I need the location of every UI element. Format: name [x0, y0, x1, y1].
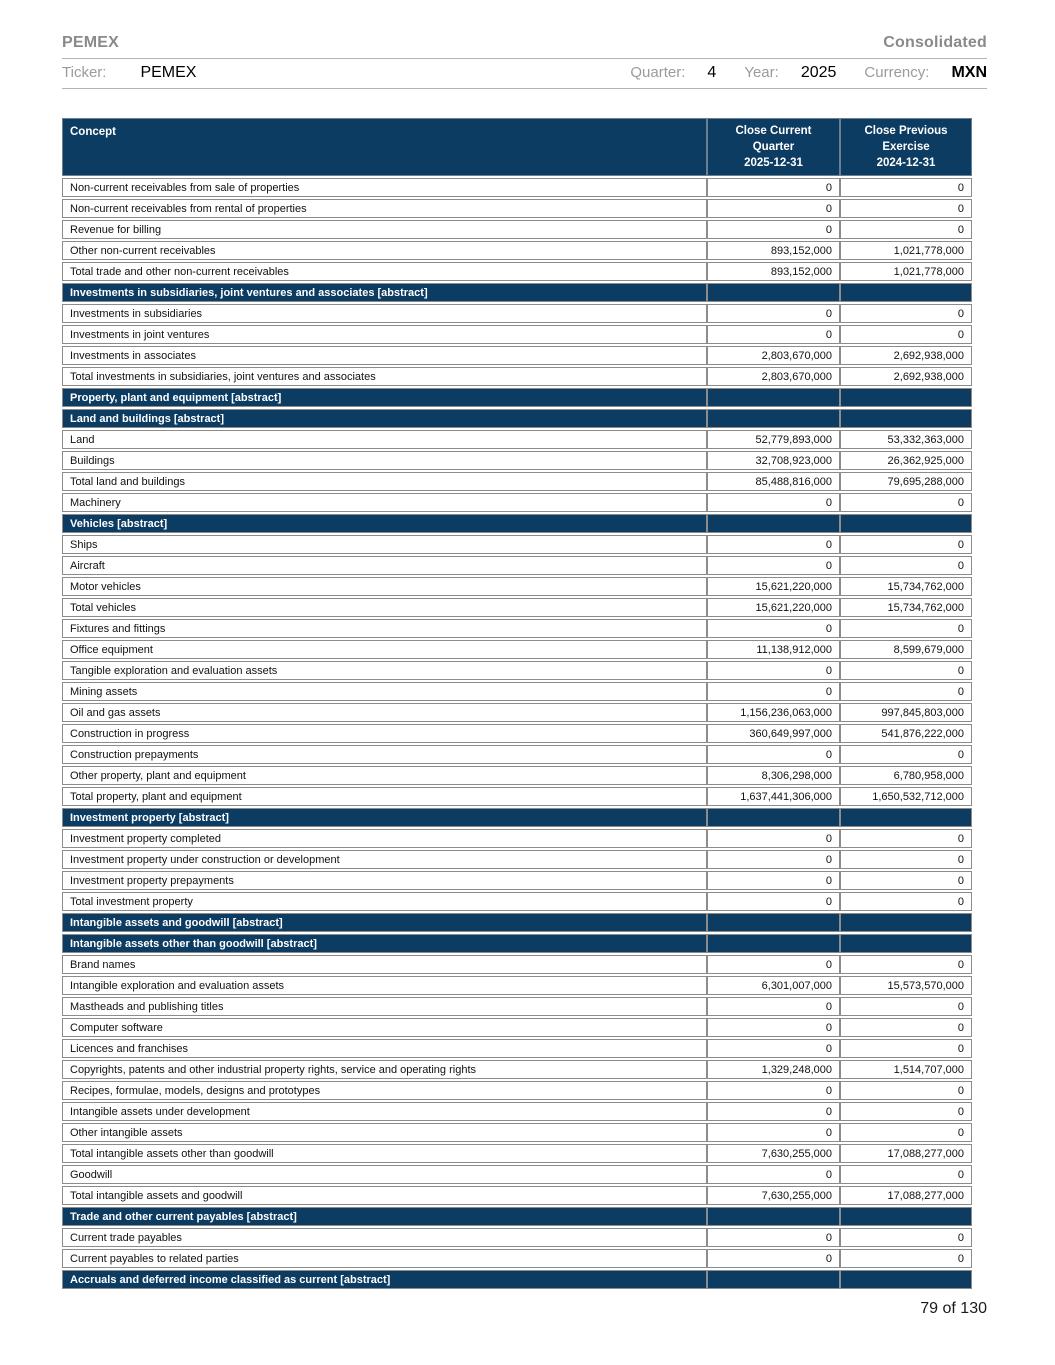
- concept-cell: Aircraft: [62, 556, 707, 575]
- current-quarter-value: 0: [707, 661, 840, 680]
- current-quarter-value: 0: [707, 892, 840, 911]
- current-quarter-value: 0: [707, 1249, 840, 1268]
- previous-exercise-value: 0: [840, 1123, 972, 1142]
- section-title: Investments in subsidiaries, joint ventures and associates [abstract]: [62, 283, 707, 302]
- table-row: [62, 1081, 972, 1100]
- current-quarter-value: 15,621,220,000: [707, 598, 840, 617]
- table-row: [62, 787, 972, 806]
- table-row: [62, 556, 972, 575]
- concept-cell: Revenue for billing: [62, 220, 707, 239]
- section-empty-current-cell: [707, 913, 840, 932]
- previous-exercise-value: 0: [840, 829, 972, 848]
- previous-exercise-value: 2,692,938,000: [840, 346, 972, 365]
- section-row: [62, 1207, 972, 1226]
- table-row: [62, 1186, 972, 1205]
- quarter-value: 4: [707, 64, 717, 81]
- current-quarter-value: 0: [707, 997, 840, 1016]
- period-group: [602, 64, 987, 82]
- table-row: [62, 577, 972, 596]
- section-row: [62, 409, 972, 428]
- current-quarter-value: 0: [707, 493, 840, 512]
- table-row: [62, 976, 972, 995]
- current-quarter-value: 0: [707, 1039, 840, 1058]
- previous-exercise-value: 0: [840, 304, 972, 323]
- year-label: Year:: [744, 64, 779, 81]
- table-row: [62, 1165, 972, 1184]
- table-row: [62, 199, 972, 218]
- report-type-label: Consolidated: [883, 34, 987, 51]
- section-title: Intangible assets and goodwill [abstract]: [62, 913, 707, 932]
- previous-exercise-value: 0: [840, 178, 972, 197]
- previous-exercise-value: 17,088,277,000: [840, 1144, 972, 1163]
- previous-exercise-value: 8,599,679,000: [840, 640, 972, 659]
- concept-cell: Total investments in subsidiaries, joint ventures and associates: [62, 367, 707, 386]
- concept-cell: Investment property prepayments: [62, 871, 707, 890]
- previous-exercise-value: 541,876,222,000: [840, 724, 972, 743]
- previous-exercise-value: 1,514,707,000: [840, 1060, 972, 1079]
- current-quarter-value: 0: [707, 325, 840, 344]
- table-row: [62, 724, 972, 743]
- previous-exercise-value: 0: [840, 745, 972, 764]
- document-meta-bar: [62, 59, 987, 89]
- concept-cell: Oil and gas assets: [62, 703, 707, 722]
- concept-cell: Ships: [62, 535, 707, 554]
- year-value: 2025: [800, 64, 837, 81]
- concept-cell: Non-current receivables from sale of properties: [62, 178, 707, 197]
- section-empty-previous-cell: [840, 388, 972, 407]
- current-quarter-value: 0: [707, 955, 840, 974]
- previous-exercise-value: 0: [840, 1081, 972, 1100]
- current-quarter-value: 0: [707, 199, 840, 218]
- table-row: [62, 451, 972, 470]
- column-header-label: Close Previous Exercise: [864, 125, 948, 153]
- current-quarter-value: 0: [707, 1123, 840, 1142]
- concept-cell: Other property, plant and equipment: [62, 766, 707, 785]
- ticker-label: Ticker:: [62, 64, 107, 81]
- table-row: [62, 871, 972, 890]
- current-quarter-value: 0: [707, 682, 840, 701]
- current-quarter-value: 0: [707, 178, 840, 197]
- table-row: [62, 1144, 972, 1163]
- current-quarter-value: 1,329,248,000: [707, 1060, 840, 1079]
- concept-cell: Fixtures and fittings: [62, 619, 707, 638]
- previous-exercise-value: 0: [840, 1039, 972, 1058]
- section-title: Accruals and deferred income classified as current [abstract]: [62, 1270, 707, 1289]
- column-header-previous-exercise: [840, 118, 972, 176]
- current-quarter-value: 2,803,670,000: [707, 367, 840, 386]
- concept-cell: Investments in joint ventures: [62, 325, 707, 344]
- current-quarter-value: 6,301,007,000: [707, 976, 840, 995]
- section-title: Property, plant and equipment [abstract]: [62, 388, 707, 407]
- table-row: [62, 262, 972, 281]
- concept-cell: Recipes, formulae, models, designs and prototypes: [62, 1081, 707, 1100]
- previous-exercise-value: 0: [840, 535, 972, 554]
- table-row: [62, 1228, 972, 1247]
- concept-cell: Motor vehicles: [62, 577, 707, 596]
- section-empty-previous-cell: [840, 514, 972, 533]
- section-row: [62, 808, 972, 827]
- concept-cell: Investments in associates: [62, 346, 707, 365]
- previous-exercise-value: 79,695,288,000: [840, 472, 972, 491]
- table-row: [62, 955, 972, 974]
- section-empty-previous-cell: [840, 1270, 972, 1289]
- current-quarter-value: 7,630,255,000: [707, 1144, 840, 1163]
- currency-value: MXN: [951, 64, 987, 81]
- concept-cell: Goodwill: [62, 1165, 707, 1184]
- concept-cell: Other non-current receivables: [62, 241, 707, 260]
- previous-exercise-value: 1,021,778,000: [840, 262, 972, 281]
- concept-cell: Brand names: [62, 955, 707, 974]
- table-row: [62, 892, 972, 911]
- current-quarter-value: 2,803,670,000: [707, 346, 840, 365]
- section-row: [62, 388, 972, 407]
- section-empty-previous-cell: [840, 1207, 972, 1226]
- concept-cell: Non-current receivables from rental of properties: [62, 199, 707, 218]
- section-title: Land and buildings [abstract]: [62, 409, 707, 428]
- current-quarter-value: 0: [707, 556, 840, 575]
- concept-cell: Machinery: [62, 493, 707, 512]
- page-number-indicator: 79 of 130: [920, 1300, 987, 1318]
- section-title: Trade and other current payables [abstract]: [62, 1207, 707, 1226]
- concept-cell: Total intangible assets and goodwill: [62, 1186, 707, 1205]
- current-quarter-value: 0: [707, 220, 840, 239]
- concept-cell: Copyrights, patents and other industrial property rights, service and operating rights: [62, 1060, 707, 1079]
- section-empty-current-cell: [707, 1207, 840, 1226]
- previous-exercise-value: 0: [840, 220, 972, 239]
- quarter-label: Quarter:: [630, 64, 686, 81]
- concept-cell: Investment property completed: [62, 829, 707, 848]
- previous-exercise-value: 0: [840, 955, 972, 974]
- previous-exercise-value: 0: [840, 1102, 972, 1121]
- table-row: [62, 472, 972, 491]
- previous-exercise-value: 17,088,277,000: [840, 1186, 972, 1205]
- section-empty-current-cell: [707, 1270, 840, 1289]
- previous-exercise-value: 15,734,762,000: [840, 577, 972, 596]
- previous-exercise-value: 15,573,570,000: [840, 976, 972, 995]
- current-quarter-value: 0: [707, 1102, 840, 1121]
- table-row: [62, 1102, 972, 1121]
- current-quarter-value: 0: [707, 1228, 840, 1247]
- section-row: [62, 514, 972, 533]
- document-header: [62, 34, 987, 59]
- concept-cell: Total property, plant and equipment: [62, 787, 707, 806]
- previous-exercise-value: 0: [840, 556, 972, 575]
- table-row: [62, 682, 972, 701]
- previous-exercise-value: 0: [840, 325, 972, 344]
- current-quarter-value: 0: [707, 1081, 840, 1100]
- current-quarter-value: 1,637,441,306,000: [707, 787, 840, 806]
- previous-exercise-value: 0: [840, 682, 972, 701]
- previous-exercise-value: 2,692,938,000: [840, 367, 972, 386]
- table-row: [62, 661, 972, 680]
- ticker-value: PEMEX: [140, 64, 197, 81]
- previous-exercise-value: 0: [840, 850, 972, 869]
- section-title: Intangible assets other than goodwill [abstract]: [62, 934, 707, 953]
- table-row: [62, 325, 972, 344]
- concept-cell: Construction in progress: [62, 724, 707, 743]
- current-quarter-value: 85,488,816,000: [707, 472, 840, 491]
- current-quarter-value: 0: [707, 745, 840, 764]
- concept-cell: Investments in subsidiaries: [62, 304, 707, 323]
- current-quarter-value: 0: [707, 1165, 840, 1184]
- section-empty-current-cell: [707, 514, 840, 533]
- table-body: [62, 178, 972, 1289]
- column-header-date: 2024-12-31: [876, 157, 936, 170]
- current-quarter-value: 893,152,000: [707, 262, 840, 281]
- table-row: [62, 850, 972, 869]
- table-row: [62, 493, 972, 512]
- previous-exercise-value: 0: [840, 871, 972, 890]
- table-row: [62, 598, 972, 617]
- previous-exercise-value: 26,362,925,000: [840, 451, 972, 470]
- previous-exercise-value: 1,650,532,712,000: [840, 787, 972, 806]
- section-empty-current-cell: [707, 808, 840, 827]
- table-row: [62, 1123, 972, 1142]
- table-row: [62, 430, 972, 449]
- table-row: [62, 1249, 972, 1268]
- table-row: [62, 304, 972, 323]
- concept-cell: Current trade payables: [62, 1228, 707, 1247]
- section-row: [62, 1270, 972, 1289]
- currency-label: Currency:: [864, 64, 930, 81]
- previous-exercise-value: 6,780,958,000: [840, 766, 972, 785]
- section-empty-previous-cell: [840, 283, 972, 302]
- concept-cell: Intangible exploration and evaluation assets: [62, 976, 707, 995]
- section-row: [62, 913, 972, 932]
- concept-cell: Tangible exploration and evaluation assets: [62, 661, 707, 680]
- table-row: [62, 829, 972, 848]
- table-row: [62, 535, 972, 554]
- previous-exercise-value: 0: [840, 892, 972, 911]
- previous-exercise-value: 0: [840, 1018, 972, 1037]
- table-row: [62, 640, 972, 659]
- financial-table-container: [62, 116, 987, 1291]
- concept-cell: Total land and buildings: [62, 472, 707, 491]
- company-title: PEMEX: [62, 34, 120, 51]
- concept-cell: Buildings: [62, 451, 707, 470]
- previous-exercise-value: 0: [840, 1165, 972, 1184]
- current-quarter-value: 360,649,997,000: [707, 724, 840, 743]
- current-quarter-value: 0: [707, 1018, 840, 1037]
- concept-cell: Licences and franchises: [62, 1039, 707, 1058]
- column-header-concept: Concept: [62, 118, 707, 176]
- previous-exercise-value: 0: [840, 619, 972, 638]
- column-header-date: 2025-12-31: [744, 157, 803, 170]
- section-title: Vehicles [abstract]: [62, 514, 707, 533]
- table-row: [62, 619, 972, 638]
- table-row: [62, 1039, 972, 1058]
- current-quarter-value: 32,708,923,000: [707, 451, 840, 470]
- current-quarter-value: 0: [707, 619, 840, 638]
- concept-cell: Investment property under construction or development: [62, 850, 707, 869]
- current-quarter-value: 52,779,893,000: [707, 430, 840, 449]
- table-row: [62, 745, 972, 764]
- ticker-group: [62, 64, 196, 82]
- section-empty-current-cell: [707, 388, 840, 407]
- concept-cell: Land: [62, 430, 707, 449]
- concept-cell: Mastheads and publishing titles: [62, 997, 707, 1016]
- previous-exercise-value: 0: [840, 1249, 972, 1268]
- concept-cell: Other intangible assets: [62, 1123, 707, 1142]
- section-empty-previous-cell: [840, 934, 972, 953]
- current-quarter-value: 15,621,220,000: [707, 577, 840, 596]
- table-row: [62, 1018, 972, 1037]
- current-quarter-value: 7,630,255,000: [707, 1186, 840, 1205]
- concept-cell: Computer software: [62, 1018, 707, 1037]
- section-empty-current-cell: [707, 934, 840, 953]
- current-quarter-value: 0: [707, 871, 840, 890]
- concept-cell: Construction prepayments: [62, 745, 707, 764]
- concept-cell: Total vehicles: [62, 598, 707, 617]
- table-row: [62, 1060, 972, 1079]
- table-header: [62, 118, 972, 176]
- concept-cell: Intangible assets under development: [62, 1102, 707, 1121]
- section-empty-previous-cell: [840, 409, 972, 428]
- table-row: [62, 997, 972, 1016]
- concept-cell: Total trade and other non-current receivables: [62, 262, 707, 281]
- column-header-current-quarter: [707, 118, 840, 176]
- table-row: [62, 241, 972, 260]
- table-row: [62, 346, 972, 365]
- table-row: [62, 766, 972, 785]
- concept-cell: Mining assets: [62, 682, 707, 701]
- section-row: [62, 283, 972, 302]
- section-row: [62, 934, 972, 953]
- previous-exercise-value: 1,021,778,000: [840, 241, 972, 260]
- current-quarter-value: 1,156,236,063,000: [707, 703, 840, 722]
- table-row: [62, 367, 972, 386]
- financial-statement-table: [62, 116, 972, 1291]
- section-empty-current-cell: [707, 409, 840, 428]
- current-quarter-value: 0: [707, 829, 840, 848]
- section-title: Investment property [abstract]: [62, 808, 707, 827]
- previous-exercise-value: 997,845,803,000: [840, 703, 972, 722]
- column-header-label: Close Current Quarter: [735, 125, 812, 153]
- table-row: [62, 220, 972, 239]
- previous-exercise-value: 0: [840, 199, 972, 218]
- section-empty-previous-cell: [840, 808, 972, 827]
- current-quarter-value: 0: [707, 304, 840, 323]
- concept-cell: Office equipment: [62, 640, 707, 659]
- section-empty-current-cell: [707, 283, 840, 302]
- table-row: [62, 703, 972, 722]
- section-empty-previous-cell: [840, 913, 972, 932]
- previous-exercise-value: 0: [840, 997, 972, 1016]
- concept-cell: Total investment property: [62, 892, 707, 911]
- current-quarter-value: 0: [707, 850, 840, 869]
- current-quarter-value: 893,152,000: [707, 241, 840, 260]
- previous-exercise-value: 0: [840, 661, 972, 680]
- current-quarter-value: 0: [707, 535, 840, 554]
- previous-exercise-value: 15,734,762,000: [840, 598, 972, 617]
- current-quarter-value: 11,138,912,000: [707, 640, 840, 659]
- concept-cell: Current payables to related parties: [62, 1249, 707, 1268]
- table-row: [62, 178, 972, 197]
- current-quarter-value: 8,306,298,000: [707, 766, 840, 785]
- previous-exercise-value: 0: [840, 1228, 972, 1247]
- previous-exercise-value: 53,332,363,000: [840, 430, 972, 449]
- concept-cell: Total intangible assets other than goodwill: [62, 1144, 707, 1163]
- previous-exercise-value: 0: [840, 493, 972, 512]
